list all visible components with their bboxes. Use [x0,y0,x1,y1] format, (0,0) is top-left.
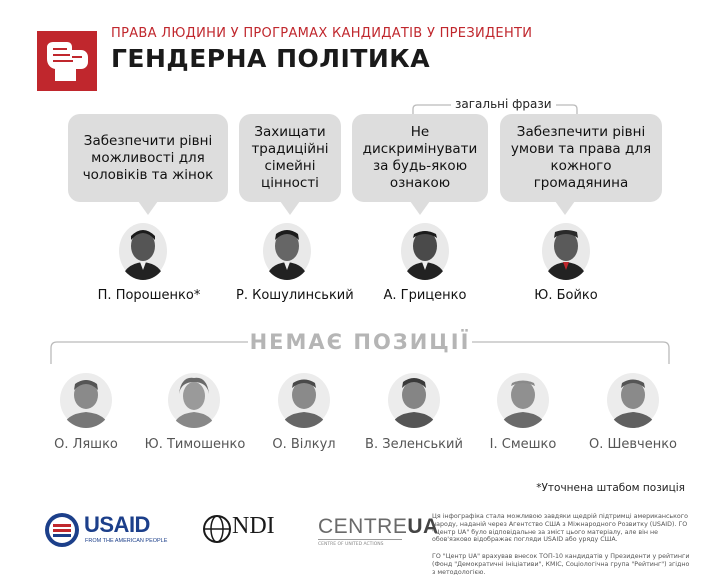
group-label: загальні фрази [451,97,556,111]
candidate-name: О. Ляшко [54,437,118,452]
avatar-poroshenko [118,222,168,280]
position-bubble-4 [500,114,662,202]
bubble-tail [555,201,575,215]
avatar-hrytsenko [400,222,450,280]
candidate-name: Ю. Бойко [534,288,598,303]
avatar-boyko [541,222,591,280]
fist-icon [37,31,97,91]
position-text: Захищати традиційні сімейні цінності [251,124,329,191]
page-title: ГЕНДЕРНА ПОЛІТИКА [111,44,431,73]
position-bubble-2 [239,114,341,202]
candidate-name: П. Порошенко* [97,288,201,303]
usaid-logo-text: USAID [84,512,150,537]
usaid-seal [44,512,80,548]
candidate-name: Р. Кошулинський [236,288,354,303]
supertitle: ПРАВА ЛЮДИНИ У ПРОГРАМАХ КАНДИДАТІВ У ПРЕЗИДЕНТИ [111,26,533,41]
logo [37,31,97,91]
candidate-name: І. Смешко [489,437,557,452]
candidate-name: О. Шевченко [588,437,678,452]
position-bubble-3 [352,114,488,202]
position-text: Не дискримінувати за будь-якою ознакою [362,124,478,191]
avatar-vilkul [277,372,331,428]
no-position-label: НЕМАЄ ПОЗИЦІЇ [249,330,471,354]
ndi-globe-icon [202,514,232,544]
position-text: Забезпечити рівні умови та права для кожного громадянина [510,124,652,191]
avatar-shevchenko [606,372,660,428]
avatar-smeshko [496,372,550,428]
centreua-light: CENTRE [318,515,408,538]
position-bubble-1 [68,114,228,202]
avatar-koshulynskyi [262,222,312,280]
avatar-zelenskyi [387,372,441,428]
centreua-bold: UA [407,515,439,538]
candidate-name: О. Вілкул [272,437,336,452]
centreua-tagline: CENTRE OF UNITED ACTIONS [318,542,384,547]
usaid-tagline: FROM THE AMERICAN PEOPLE [85,538,168,544]
avatar-liashko [59,372,113,428]
disclaimer-paragraph-1: Ця інфографіка стала можливою завдяки щедрій підтримці американського народу, наданій через Агентство США з Міжнародного Розвитку (USAID). ГО "Центр UA" було відповідальне за зміст цього матеріалу, але він не обов'язково відображає погляди USAID або уряду США. [432,513,688,544]
ndi-logo-text: NDI [232,513,275,539]
candidate-name: А. Гриценко [383,288,467,303]
avatar-tymoshenko [167,372,221,428]
disclaimer-paragraph-2: ГО "Центр UA" врахував внесок ТОП-10 кандидатів у Президенти у рейтинги (Фонд "Демократичні ініціативи", КМІС, Соціологічна група "Рейтинг") згідно з методологією. [432,553,690,576]
centreua-underline [318,539,402,540]
candidate-name: В. Зеленський [365,437,463,452]
position-text: Забезпечити рівні можливості для чоловіків та жінок [82,132,214,183]
bubble-tail [280,201,300,215]
bubble-tail [410,201,430,215]
centreua-logo [318,515,439,539]
footnote: *Уточнена штабом позиція [536,482,685,494]
bubble-tail [138,201,158,215]
candidate-name: Ю. Тимошенко [144,437,246,452]
